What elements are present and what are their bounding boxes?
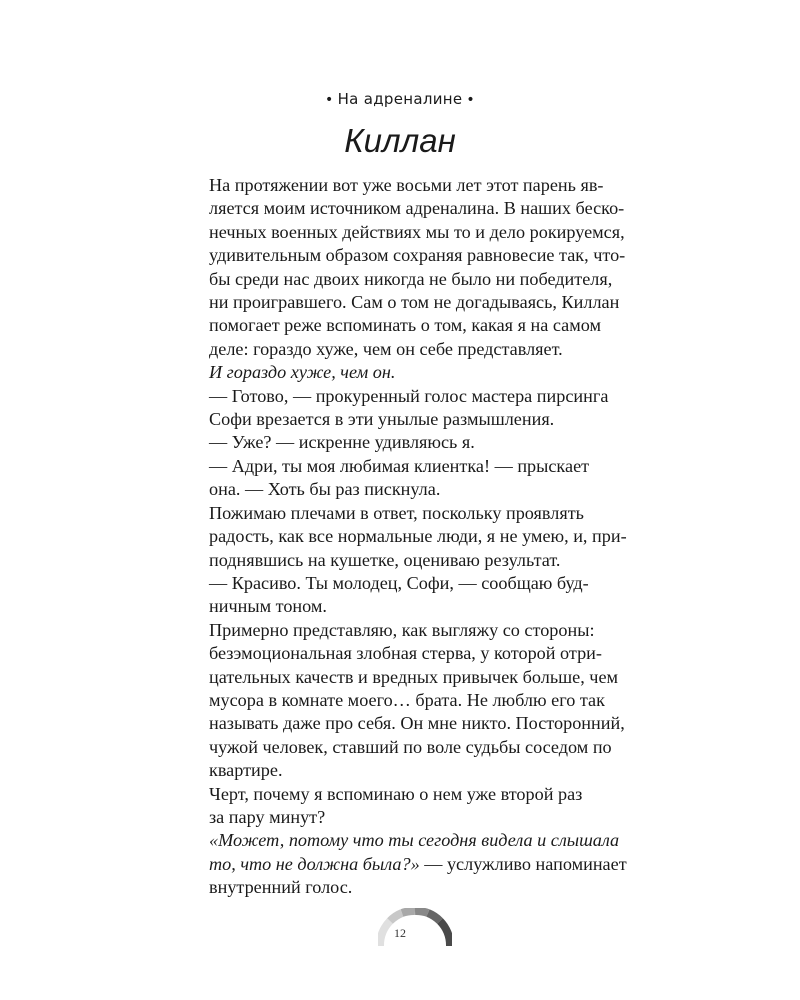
text-line: внутренний голос. xyxy=(209,877,353,898)
text-line: Примерно представляю, как выгляжу со стороны: xyxy=(209,619,595,640)
text-line: — Готово, — прокуренный голос мастера пирсинга xyxy=(209,385,609,406)
text-line: Черт, почему я вспоминаю о нем уже второй раз xyxy=(209,783,583,804)
paragraph-4 xyxy=(182,431,638,454)
text-line: На протяжении вот уже восьми лет этот парень яв- xyxy=(209,175,604,195)
paragraph-2 xyxy=(182,361,638,384)
text-line: нечных военных действиях мы то и дело рокируемся, xyxy=(209,221,625,242)
text-line: — Адри, ты моя любимая клиентка! — прыскает xyxy=(209,455,590,476)
paragraph-5 xyxy=(182,455,638,502)
italic-quote: то, что не должна была?» xyxy=(209,853,420,874)
paragraph-1 xyxy=(182,174,638,361)
paragraph-3 xyxy=(182,385,638,432)
text-line: цательных качеств и вредных привычек больше, чем xyxy=(209,666,619,687)
chapter-title: Киллан xyxy=(344,122,456,159)
running-head xyxy=(0,90,800,108)
text-line: ничным тоном. xyxy=(209,596,327,617)
text-line: поднявшись на кушетке, оцениваю результат. xyxy=(209,549,561,570)
text-line: помогает реже вспоминать о том, какая я на самом xyxy=(209,315,601,336)
body-text xyxy=(182,174,638,900)
text-line: удивительным образом сохраняя равновесие так, что- xyxy=(209,245,626,266)
text-line: бы среди нас двоих никогда не было ни победителя, xyxy=(209,268,613,289)
paragraph-7 xyxy=(182,572,638,619)
text-line: Пожимаю плечами в ответ, поскольку проявлять xyxy=(209,502,584,523)
bullet-right: • xyxy=(466,92,475,108)
text-line: И гораздо хуже, чем он. xyxy=(209,362,396,383)
bullet-left: • xyxy=(325,92,334,108)
text-line: мусора в комнате моего… брата. Не люблю его так xyxy=(209,689,605,710)
quote-tail: — услужливо напоминает xyxy=(419,853,627,874)
text-line: квартире. xyxy=(209,760,283,781)
paragraph-8 xyxy=(182,619,638,783)
paragraph-6 xyxy=(182,502,638,572)
paragraph-10 xyxy=(182,829,638,899)
text-line-mixed xyxy=(182,853,638,876)
text-line: Софи врезается в эти унылые размышления. xyxy=(209,409,555,430)
paragraph-9 xyxy=(182,783,638,830)
text-line: — Красиво. Ты молодец, Софи, — сообщаю буд- xyxy=(209,572,589,593)
text-line: она. — Хоть бы раз пискнула. xyxy=(209,479,441,500)
text-line: деле: гораздо хуже, чем он себе представляет. xyxy=(209,338,563,359)
text-line: безэмоциональная злобная стерва, у которой отри- xyxy=(209,643,602,664)
text-line: ляется моим источником адреналина. В наших беско- xyxy=(209,198,625,219)
text-line: «Может, потому что ты сегодня видела и слышала xyxy=(209,830,620,851)
text-line: ни проигравшего. Сам о том не догадываясь, Киллан xyxy=(209,292,620,313)
text-line: чужой человек, ставший по воле судьбы соседом по xyxy=(209,736,612,757)
page-number: 12 xyxy=(394,926,406,940)
running-title: На адреналине xyxy=(337,90,463,108)
text-line: — Уже? — искренне удивляюсь я. xyxy=(209,432,475,453)
text-line: за пару минут? xyxy=(209,806,326,827)
text-line: называть даже про себя. Он мне никто. Посторонний, xyxy=(209,713,625,734)
text-line: радость, как все нормальные люди, я не умею, и, при- xyxy=(209,526,627,547)
